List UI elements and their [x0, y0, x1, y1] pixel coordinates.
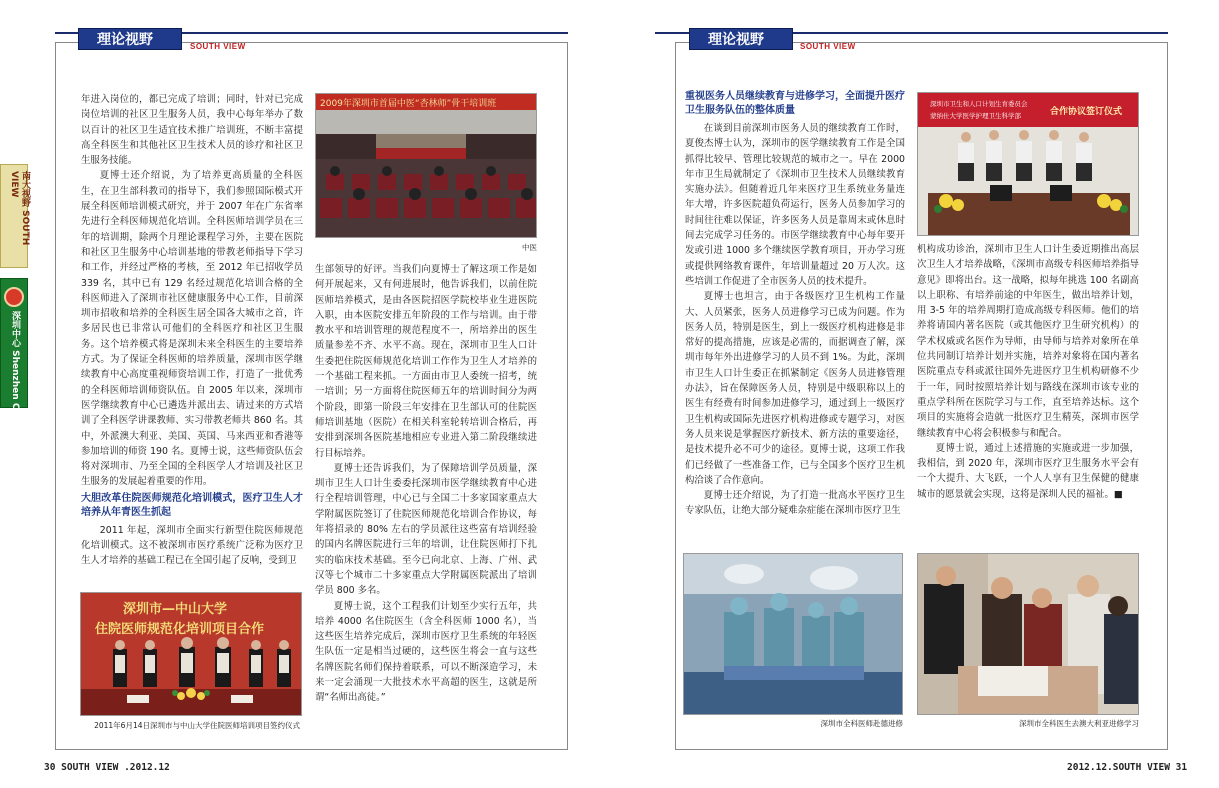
article-column-1 [81, 92, 303, 590]
page-footer: 30 SOUTH VIEW .2012.12 [44, 762, 170, 773]
photo-australia-training-art [918, 554, 1139, 715]
photo-caption: 深圳市全科医师赴德进修 [820, 719, 903, 728]
photo-signing-ceremony [80, 592, 302, 716]
side-tab-center [0, 278, 28, 437]
section-tag: 理论视野 [78, 28, 182, 50]
section-heading: 重视医务人员继续教育与进修学习，全面提升医疗卫生服务队伍的整体质量 [685, 91, 905, 116]
photo-agreement-signing [917, 92, 1139, 236]
right-page [619, 0, 1219, 788]
paragraph: 夏博士还介绍说，为了培养更高质量的全科医生，在卫生部科教司的指导下，我们参照国际模式开展全科医师培训模式研究，并于 2007 年在广东省率先进行全科医师规范化培训。全科医师培训学员在三年的培训期，除两个月理论课程学习外，主要在医院和社区卫生服务中心培训基地的带教老师指导下学习和工作，并经过严格的考核，至 2012 年已招收学员 339 名，其中已有 129 名经过规范化培训合格的全科医师进入了深圳市社区健康服务中心工作，目前深圳市招收和培养的全科医生居全国各大城市之首，许多居民也已非常认可他们的全科医疗和社区卫生服务。这个培养模式将是深圳未来全科医生的主要培养方式。为了保证全科医师的培养质量，深圳市医学继续教育中心高度重视师资培训工作，打造了一批优秀的全科医师培训师资队伍。自 2005 年以来，深圳市医学继续教育中心已遴选并派出去、请过来的方式培训了全科医学讲课教师、实习带教老师共 860 名。其中，外派澳大利亚、美国、英国、马来西亚和香港等参加培训的师资 190 名。夏博士说，这些师资队伍会将对深圳市、乃至全国的全科医学人才培训及社区卫生服务的发展起着重要的作用。 [81, 170, 303, 488]
photo-banner-text: 合作协议签订仪式 [1050, 107, 1123, 117]
photo-banner-text: 住院医师规范化培训项目合作 [95, 622, 265, 637]
paragraph: 2011 年起，深圳市全面实行新型住院医师规范化培训模式。这不被深圳市医疗系统广泛称为医疗卫生人才培养的基础工程已在全国引起了反响，受到卫 [81, 524, 303, 567]
paragraph: 夏博士还告诉我们，为了保障培训学员质量，深圳市卫生人口计生委委托深圳市医学继续教育中心进行全程培训管理，中心已与全国二十多家国家重点大学附属医院签订了住院医师规范化培训合作协议，每年将招录的 80% 左右的学员派往这些富有培训经验的国内名牌医院进行三年的培训，让住院医师打下扎实的临床技术基础。至今已向北京、上海、广州、武汉等七个城市二十多家重点大学附属医院派出了培训学员 800 多名。 [315, 462, 537, 597]
side-tab-label: 深圳中心 Shenzhen Center [10, 311, 20, 437]
paragraph: 夏博士也坦言，由于各级医疗卫生机构工作量大、人员紧张，医务人员进修学习已成为问题。作为医务人员，特别是医生，到上一级医疗机构进修是非常好的提高措施，应该是必需的，而据调查了解，深圳市每年外出进修学习的人员不到 1%。为此，深圳市卫生人口计生委正在抓紧制定《医务人员进修管理办法》，旨在保障医务人员，特别是中级职称以上的医生有经费有时间参加进修学习，通过到上一级医疗卫生机构或国际先进医疗机构进修或专题学习，对医务人员来说是掌握医疗新技术、新方法的重要途径，是技术提升必不可少的途径。夏博士说，这项工作我们已经做了一些准备工作，已与全国多个医疗卫生机构洽谈了合作意向。 [685, 291, 905, 486]
photo-surgery-germany-art [684, 554, 903, 715]
section-subtitle: SOUTH VIEW [190, 42, 246, 51]
section-tag: 理论视野 [689, 28, 793, 50]
paragraph: 年进入岗位的，都已完成了培训；同时，针对已完成岗位培训的社区卫生服务人员，我中心每年举办了数以百计的社区卫生适宜技术推广培训班，不断丰富提高全科医生和其他社区卫生技术人员的诊疗和社区卫生服务技能。 [81, 94, 303, 167]
section-subtitle: SOUTH VIEW [800, 42, 856, 51]
left-page [0, 0, 600, 788]
photo-signing-ceremony-art [81, 593, 302, 716]
photo-caption: 中医 [522, 243, 537, 252]
photo-banner-text: 蒙纳仕大学医学护理卫生科学部 [930, 112, 1021, 120]
side-tab-magazine [0, 164, 28, 268]
article-column-1 [685, 88, 905, 546]
photo-caption: 2011年6月14日深圳市与中山大学住院医师培训项目签约仪式 [94, 721, 300, 730]
paragraph: 机构成功诊治，深圳市卫生人口计生委近期推出高层次卫生人才培养战略，《深圳市高级专科医师培养指导意见》即将出台。这一战略，拟每年挑选 100 名副高以上职称、有培养前途的中年医生，做出培养计划，用 3-5 年的培养周期打造成高级专科医师。他们的培养将请国内著名医院（或其他医疗卫生研究机构）的学术权威或名医作为导师，由导师与培养对象所在单位共同制订培养计划并实施，培养对象将在国内著名医院重点专科或派往国外先进医疗卫生机构研修不少于一年，同时按照培养计划与路线在深圳市该专业的重点学科所在医院学习与工作，直至培养达标。这个项目的实施将会造就一批医疗卫生精英，深圳市医学继续教育中心将会积极参与和配合。 [917, 244, 1139, 439]
paragraph: 在谈到目前深圳市医务人员的继续教育工作时，夏俊杰博士认为，深圳市的医学继续教育工作是全国抓得比较早、管理比较规范的城市之一。早在 2000 年市卫生局就制定了《深圳市卫生技术人员继续教育实施办法》。但随着近几年来医疗卫生系统业务量连年大增，许多医院超负荷运行，医务人员参加学习的时间往往难以保证，许多医务人员是靠周末或休息时间去完成学习任务的。市医学继续教育中心每年要开发或引进 1000 多个继续医学教育项目，开办学习班或提供网络教育课件，年培训量超过 20 万人次。这些培训工作促进了全市医务人员的技术提升。 [685, 123, 905, 287]
photo-caption: 深圳市全科医生去澳大利亚进修学习 [1019, 719, 1139, 728]
photo-banner-text: 深圳市卫生和人口计划生育委员会 [930, 100, 1028, 108]
photo-australia-training [917, 553, 1139, 715]
center-logo-icon [4, 287, 24, 307]
side-tab-label: 南大视野 SOUTH VIEW [9, 171, 30, 246]
section-heading: 大胆改革住院医师规范化培训模式，医疗卫生人才培养从年青医生抓起 [81, 492, 303, 518]
photo-training-class [315, 93, 537, 238]
photo-banner-text: 2009年深圳市首届中医“杏林师”骨干培训班 [320, 99, 497, 109]
paragraph: 夏博士说，通过上述措施的实施或进一步加强，我相信，到 2020 年，深圳市医疗卫生服务水平会有一个大提升、大飞跃，一个人人享有卫生保健的健康城市的愿景就会实现，这将是深圳人民的福祉。■ [917, 442, 1139, 500]
photo-banner-text: 深圳市—中山大学 [123, 602, 228, 617]
paragraph: 生部领导的好评。当我们向夏博士了解这项工作是如何开展起来，又有何进展时，他告诉我们，以前住院医师培养模式，是由各医院招医学院校毕业生进医院入职，由本医院安排五年阶段的工作与培训。由于带教水平和培训管理的规范程度不一，所培养出的医生质量参差不齐、水平不高。现在，深圳市卫生人口计生委把住院医师规范化培训工作作为卫生人才培养的一个基础工程来抓。一方面由市卫人委统一招考，统一培训；另一方面将住院医师五年的培训时间分为两个阶段，即第一阶段三年安排在卫生部认可的住院医师培训基地（医院）在相关科室轮转培训合格后，再安排到深圳各医院基地相应专业进入第二阶段继续进行目标培养。 [315, 264, 537, 459]
page-footer: 2012.12.SOUTH VIEW 31 [1067, 762, 1188, 773]
article-column-2 [315, 262, 537, 752]
photo-training-class-art [316, 94, 537, 238]
paragraph: 夏博士说，这个工程我们计划至少实行五年，共培养 4000 名住院医生（含全科医师 1000 名），当这些医生培养完成后，深圳市医疗卫生系统的年轻医生队伍一定是相当过硬的，这些医生将会一直与这些名牌医院名师们保持着联系，可以不断深造学习，未来一定会涌现一大批技术水平高超的医生，这就是所谓“名师出高徒。” [315, 600, 537, 704]
paragraph: 夏博士还介绍说，为了打造一批高水平医疗卫生专家队伍，让绝大部分疑难杂症能在深圳市医疗卫生 [685, 490, 905, 517]
photo-agreement-signing-art [918, 93, 1139, 236]
photo-surgery-germany [683, 553, 903, 715]
article-column-2 [917, 242, 1139, 542]
